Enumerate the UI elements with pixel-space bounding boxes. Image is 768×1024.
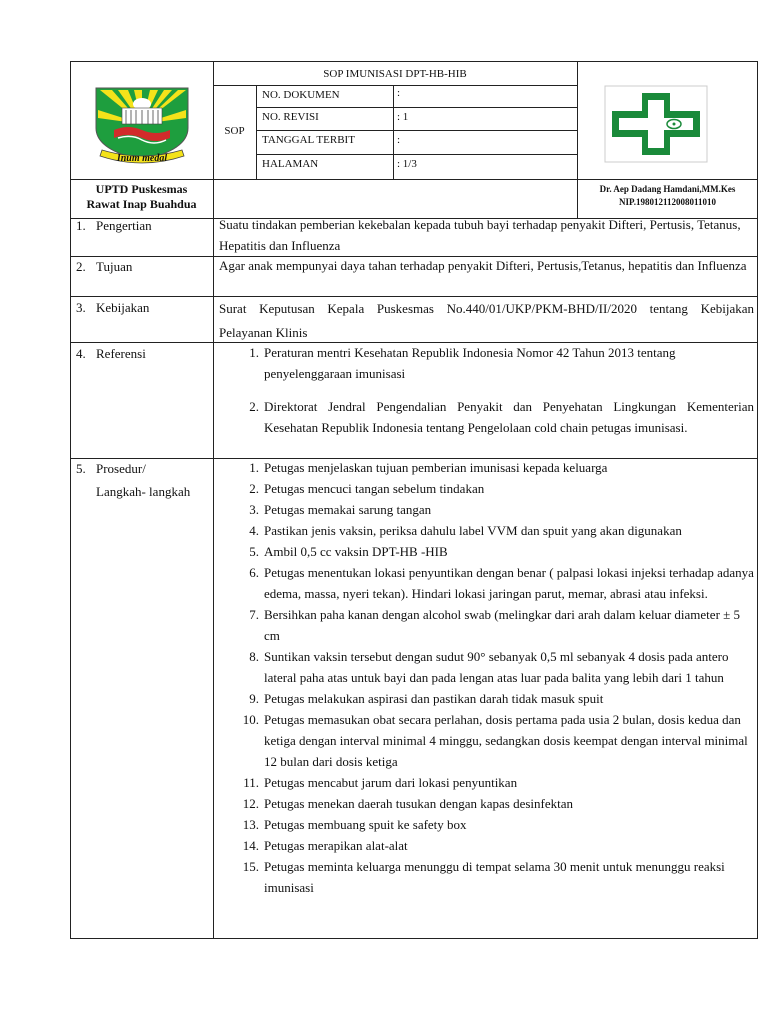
section-number-2: 2. — [76, 259, 86, 274]
table-border-top — [70, 61, 758, 62]
list-item-number: 5. — [249, 544, 259, 559]
list-item-text: Pastikan jenis vaksin, periksa dahulu label VVM dan spuit yang akan digunakan — [264, 523, 682, 538]
reference-list — [219, 342, 754, 438]
section-title-referensi: Referensi — [96, 346, 146, 361]
list-item-number: 1. — [249, 460, 259, 475]
table-border-bottom — [70, 938, 758, 939]
section-title-tujuan: Tujuan — [96, 259, 133, 274]
list-item-number: 6. — [249, 565, 259, 580]
section-number-1: 1. — [76, 218, 86, 233]
emblem-banner-text: Inum medal — [116, 153, 168, 164]
list-item-text: Petugas membuang spuit ke safety box — [264, 817, 467, 832]
meta-label-halaman: HALAMAN — [262, 158, 319, 170]
list-item — [219, 520, 754, 541]
list-item-number: 11. — [243, 775, 259, 790]
list-item-text: Petugas memasukan obat secara perlahan, dosis pertama pada usia 2 bulan, dosis kedua dan ketiga dengan interval minimal 4 minggu, sedangkan dosis keempat dengan interval minimal 12 bulan dari dosis ketiga — [264, 712, 748, 769]
meta-label-no-dokumen: NO. DOKUMEN — [262, 89, 340, 101]
sop-label-divider — [256, 85, 257, 179]
signer-name: Dr. Aep Dadang Hamdani,MM.Kes — [599, 184, 736, 194]
puskesmas-cross-logo — [604, 85, 708, 163]
list-item-text: Petugas mencuci tangan sebelum tindakan — [264, 481, 485, 496]
list-item-text: Petugas merapikan alat-alat — [264, 838, 408, 853]
section-body-pengertian: Suatu tindakan pemberian kekebalan kepada tubuh bayi terhadap penyakit Difteri, Pertusis, Tetanus, Hepatitis dan Influenza — [219, 217, 741, 253]
section-body-tujuan: Agar anak mempunyai daya tahan terhadap penyakit Difteri, Pertusis,Tetanus, hepatitis dan Influenza — [219, 258, 747, 273]
section-title-pengertian: Pengertian — [96, 218, 152, 233]
list-item-text: Petugas menentukan lokasi penyuntikan dengan benar ( palpasi lokasi injeksi terhadap adanya edema, massa, nyeri tekan). Hindari lokasi jaringan parut, memar, abrasi atau infeksi. — [264, 565, 754, 601]
meta-row-line-1 — [256, 107, 577, 108]
list-item-text: Ambil 0,5 cc vaksin DPT-HB -HIB — [264, 544, 448, 559]
list-item-text: Peraturan mentri Kesehatan Republik Indonesia Nomor 42 Tahun 2013 tentang penyelenggaraan imunisasi — [264, 345, 676, 381]
list-item — [219, 342, 754, 384]
meta-label-no-revisi: NO. REVISI — [262, 111, 319, 123]
list-item-text: Suntikan vaksin tersebut dengan sudut 90° sebanyak 0,5 ml sebanyak 4 dosis pada antero lateral paha atas untuk bayi dan pada lengan atas luar pada balita yang lebih dari 1 tahun — [264, 649, 729, 685]
list-item-text: Petugas mencabut jarum dari lokasi penyuntikan — [264, 775, 518, 790]
list-item-text: Petugas meminta keluarga menunggu di tempat selama 30 menit untuk menunggu reaksi imunisasi — [264, 859, 725, 895]
list-item-text: Direktorat Jendral Pengendalian Penyakit dan Penyehatan Lingkungan Kementerian Kesehatan Republik Indonesia tentang Pengelolaan cold chain petugas imunisasi. — [264, 399, 754, 435]
signer-nip: NIP.198012112008011010 — [619, 197, 716, 207]
title-row-line — [213, 85, 577, 86]
section-number-4: 4. — [76, 346, 86, 361]
list-item — [219, 772, 754, 793]
list-item — [219, 835, 754, 856]
meta-row-line-2 — [256, 130, 577, 131]
section-title-kebijakan: Kebijakan — [96, 300, 150, 315]
list-item — [219, 562, 754, 604]
list-item — [219, 478, 754, 499]
meta-divider — [393, 85, 394, 179]
organization-name-line2: Rawat Inap Buahdua — [86, 197, 197, 211]
cross-icon — [604, 85, 708, 163]
list-item-number: 2. — [249, 399, 259, 414]
list-item — [219, 793, 754, 814]
list-item-number: 7. — [249, 607, 259, 622]
list-item — [219, 856, 754, 898]
list-item-number: 1. — [249, 345, 259, 360]
header-lower-line — [70, 179, 758, 180]
list-item — [219, 457, 754, 478]
list-item-text: Petugas menjelaskan tujuan pemberian imunisasi kepada keluarga — [264, 460, 608, 475]
list-item — [219, 814, 754, 835]
section-number-5: 5. — [76, 461, 86, 476]
list-item-number: 12. — [242, 796, 259, 811]
section-title-prosedur: Prosedur/ — [96, 461, 146, 476]
section-title-langkah: Langkah- langkah — [96, 484, 191, 499]
section-body-kebijakan: Surat Keputusan Kepala Puskesmas No.440/01/UKP/PKM-BHD/II/2020 tentang Kebijakan Pelayanan Klinis — [219, 301, 754, 340]
column-divider — [213, 61, 214, 939]
regional-emblem-logo — [92, 80, 192, 170]
list-item — [219, 541, 754, 562]
list-item — [219, 709, 754, 772]
list-item-number: 9. — [249, 691, 259, 706]
list-item — [219, 646, 754, 688]
list-item — [219, 604, 754, 646]
list-item-text: Bersihkan paha kanan dengan alcohol swab (melingkar dari arah dalam keluar diameter ± 5 cm — [264, 607, 741, 643]
list-item-text: Petugas memakai sarung tangan — [264, 502, 432, 517]
list-item — [219, 499, 754, 520]
meta-label-tanggal-terbit: TANGGAL TERBIT — [262, 134, 355, 146]
meta-value-halaman: : 1/3 — [397, 158, 417, 170]
organization-name-line1: UPTD Puskesmas — [95, 182, 188, 196]
list-item — [219, 688, 754, 709]
list-item-number: 13. — [242, 817, 259, 832]
meta-value-no-revisi: : 1 — [397, 111, 409, 123]
meta-value-tanggal-terbit: : — [397, 134, 401, 146]
meta-value-no-dokumen: : — [397, 87, 401, 99]
document-title: SOP IMUNISASI DPT-HB-HIB — [323, 68, 467, 80]
list-item-number: 3. — [249, 502, 259, 517]
list-item-number: 4. — [249, 523, 259, 538]
meta-row-line-3 — [256, 154, 577, 155]
list-item-number: 10. — [242, 712, 259, 727]
list-item — [219, 396, 754, 438]
section-number-3: 3. — [76, 300, 86, 315]
list-item-number: 14. — [242, 838, 259, 853]
list-item-text: Petugas melakukan aspirasi dan pastikan darah tidak masuk spuit — [264, 691, 604, 706]
list-item-text: Petugas menekan daerah tusukan dengan kapas desinfektan — [264, 796, 574, 811]
procedure-list — [219, 457, 754, 898]
list-item-number: 8. — [249, 649, 259, 664]
list-item-number: 15. — [242, 859, 259, 874]
list-item-number: 2. — [249, 481, 259, 496]
sop-label: SOP — [224, 125, 245, 137]
